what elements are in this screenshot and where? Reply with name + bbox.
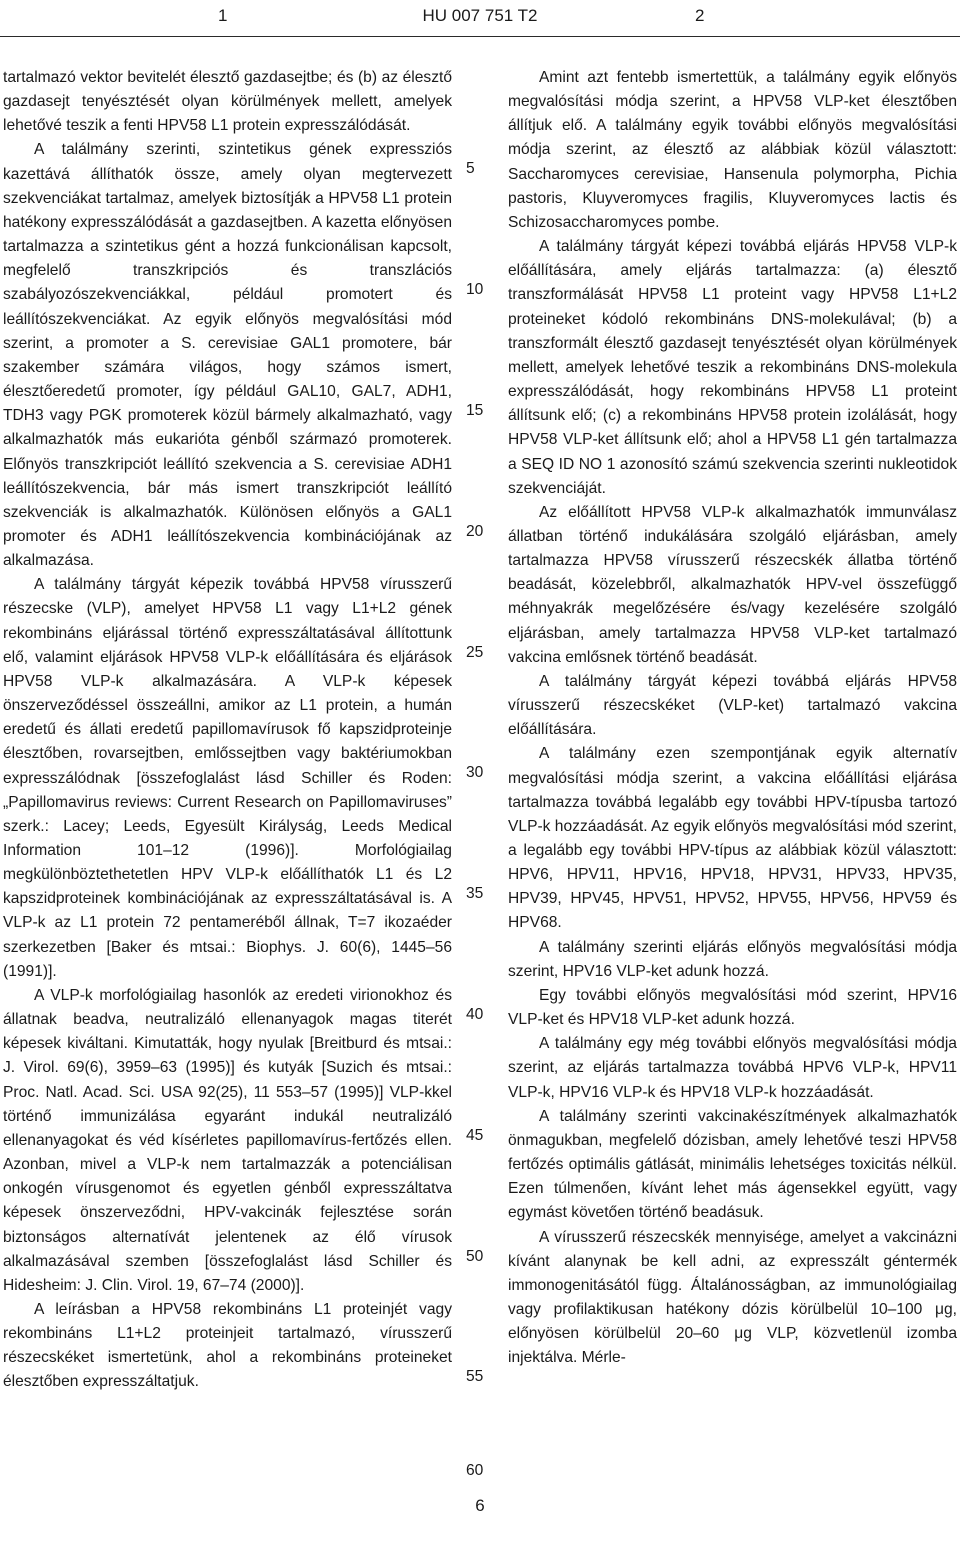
line-number: 20 [466,523,484,540]
paragraph: A VLP-k morfológiailag hasonlók az eredeti virionokhoz és állatnak beadva, neutralizáló ellenanyagok magas titerét képesek kiváltani. Kimutatták, hogy nyulak [Breitburd és mtsai.: J. Virol. 69(6), 3959–63 (1995)] és kutyák [Suzich és mtsai.: Proc. Natl. Acad. Sci. USA 92(25), 11 553–57 (1995)] VLP-kkel történő immunizálása egyaránt indukál neutralizáló ellenanyagokat és véd kísérletes papillomavírus-fertőzés ellen. Azonban, mivel a VLP-k nem tartalmazzák a potenciálisan onkogén vírusgenomot és egyetlen génből expresszáltatva képesek önszerveződni, HPV-vakcinák fejlesztése során biztonságos alternatívát jelentenek az élő vírusok alkalmazásával szemben [összefoglalást lásd Schiller és Hidesheim: J. Clin. Virol. 19, 67–74 (2000)]. [3,986,452,1294]
right-column [508,66,957,1370]
paragraph: Az előállított HPV58 VLP-k alkalmazhatók immunválasz állatban történő indukálására szolgáló eljárásban, amely tartalmazza HPV58 vírusszerű részecskék állatba történő beadását, közelebbről, alkalmazhatók HPV-vel összefüggő méhnyakrák megelőzésére és/vagy kezelésére szolgáló eljárásban, amely tartalmazza HPV58 VLP-ket tartalmazó vakcina emlősnek történő beadását. [508,503,957,666]
header-rule [0,36,960,37]
line-number: 15 [466,402,484,419]
line-number: 60 [466,1462,484,1479]
line-number: 10 [466,281,484,298]
paragraph: A találmány ezen szempontjának egyik alternatív megvalósítási módja szerint, a vakcina előállítási eljárása tartalmazza továbbá legalább egy további HPV-típusba tartozó VLP-k hozzáadását. Az egyik előnyös megvalósítási mód szerint, a legalább egy további HPV-típus az alábbiak közül választott: HPV6, HPV11, HPV16, HPV18, HPV31, HPV33, HPV35, HPV39, HPV45, HPV51, HPV52, HPV55, HPV56, HPV59 és HPV68. [508,745,957,932]
patent-number: HU 007 751 T2 [422,6,538,25]
paragraph: Egy további előnyös megvalósítási mód szerint, HPV16 VLP-ket és HPV18 VLP-ket adunk hozzá. [508,986,957,1029]
page-footer-number: 6 [475,1496,485,1515]
right-page-number: 2 [695,6,705,25]
paragraph: A vírusszerű részecskék mennyisége, amelyet a vakcinázni kívánt alanynak be kell adni, az expresszált géntermék immonogenitásától függ. Általánosságban, az immunológiailag vagy profilaktikusan hatékony dózis körülbelül 10–100 μg, előnyösen körülbelül 20–60 μg VLP, közvetlenül izomba injektálva. Mérle- [508,1228,957,1367]
paragraph: A találmány egy még további előnyös megvalósítási módja szerint, az eljárás tartalmazza továbbá HPV6 VLP-k, HPV11 VLP-k, HPV16 VLP-k és HPV18 VLP-k hozzáadását. [508,1035,957,1101]
line-number: 5 [466,160,475,177]
line-number: 40 [466,1006,484,1023]
paragraph: A találmány tárgyát képezik továbbá HPV58 vírusszerű részecske (VLP), amelyet HPV58 L1 vagy L1+L2 gének rekombináns eljárással történő expresszáltatásával állítottunk elő, valamint eljárások HPV58 VLP-k előállítására és eljárások HPV58 VLP-k alkalmazására. A VLP-k képesek önszerveződéssel összeállni, amikor az L1 protein, a humán eredetű és állati eredetű papillomavírusok fő kapszidproteinje élesztőben, rovarsejtben, emlőssejtben vagy baktériumokban expresszálódnak [összefoglalást lásd Schiller és Roden: „Papillomavirus reviews: Current Research on Papillomaviruses” szerk.: Lacey; Leeds, Egyesült Királyság, Leeds Medical Information 101–12 (1996)]. Morfológiailag megkülönböztethetetlen HPV VLP-k előállíthatók L1 és L2 kapszidproteinek kombinációjának az expresszáltatásával is. A VLP-k az L1 protein 72 pentameréből állnak, T=7 ikozaéder szerkezetben [Baker és mtsai.: Biophys. J. 60(6), 1445–56 (1991)]. [3,576,452,980]
line-number: 50 [466,1248,484,1265]
paragraph: A találmány szerinti, szintetikus gének expressziós kazettává állíthatók össze, amely olyan megtervezett szekvenciákat tartalmaz, amelyek biztosítják a HPV58 L1 protein hatékony expresszálódását a gazdasejtben. A kazetta előnyösen tartalmazza a szintetikus gént a hozzá funkcionálisan kapcsolt, megfelelő transzkripciós és transzlációs szabályozószekvenciákkal, például promotert és leállítószekvenciákat. Az egyik előnyös megvalósítási mód szerint, a promoter a S. cerevisiae GAL1 promotere, bár szakember számára világos, hogy számos ismert, élesztőeredetű promoter, így például GAL10, GAL7, ADH1, TDH3 vagy PGK promoterek közül bármely alkalmazható, vagy alkalmazhatók más eukarióta génből származó promoterek. Előnyös transzkripciót leállító szekvencia a S. cerevisiae ADH1 leállítószekvencia, bár más ismert transzkripciót leállító szekvenciák is alkalmazhatók. Különösen előnyös a GAL1 promoter és ADH1 leállítószekvencia kombinációjának az alkalmazása. [3,141,452,570]
paragraph: tartalmazó vektor bevitelét élesztő gazdasejtbe; és (b) az élesztő gazdasejt tenyésztését olyan körülmények mellett, amelyek lehetővé teszik a fenti HPV58 L1 protein expresszálódását. [3,69,452,135]
line-number: 25 [466,644,484,661]
line-number: 30 [466,764,484,781]
line-number: 45 [466,1127,484,1144]
left-page-number: 1 [218,6,228,25]
paragraph: Amint azt fentebb ismertettük, a találmány egyik előnyös megvalósítási módja szerint, a HPV58 VLP-ket élesztőben állítjuk elő. A találmány egyik további előnyös megvalósítási módja szerint, az élesztő az alábbiak közül választott: Saccharomyces cerevisiae, Hansenula polymorpha, Pichia pastoris, Kluyveromyces fragilis, Kluyveromyces lactis és Schizosaccharomyces pombe. [508,69,957,231]
paragraph: A találmány szerinti eljárás előnyös megvalósítási módja szerint, HPV16 VLP-ket adunk hozzá. [508,938,957,980]
line-number: 55 [466,1368,484,1385]
line-number: 35 [466,885,484,902]
paragraph: A találmány tárgyát képezi továbbá eljárás HPV58 VLP-k előállítására, amely eljárás tartalmazza: (a) élesztő transzformálását HPV58 L1 proteint vagy HPV58 L1+L2 proteineket kódoló rekombináns DNS-molekulával; (b) a transzformált élesztő gazdasejt tenyésztését olyan körülmények mellett, amelyek lehetővé teszik a rekombináns DNS-molekula expresszálódását, hogy rekombináns HPV58 L1 proteint állítsunk elő; (c) a rekombináns HPV58 protein izolálását, hogy HPV58 VLP-ket állítsunk elő; ahol a HPV58 L1 gén tartalmazza a SEQ ID NO 1 azonosító számú szekvencia szerinti nukleotidok szekvenciáját. [508,238,957,497]
paragraph: A találmány tárgyát képezi továbbá eljárás HPV58 vírusszerű részecskéket (VLP-ket) tartalmazó vakcina előállítására. [508,672,957,739]
paragraph: A leírásban a HPV58 rekombináns L1 proteinjét vagy rekombináns L1+L2 proteinjeit tartalmazó, vírusszerű részecskéket ismertetünk, ahol a rekombináns proteineket élesztőben expresszáltatjuk. [3,1300,452,1391]
paragraph: A találmány szerinti vakcinakészítmények alkalmazhatók önmagukban, megfelelő dózisban, amely lehetővé teszi HPV58 fertőzés optimális gátlását, minimális lehetséges toxicitás nélkül. Ezen túlmenően, kívánt lehet más ágensekkel együtt, vagy egymást követően történő beadásuk. [508,1107,957,1222]
left-column [3,66,452,1395]
